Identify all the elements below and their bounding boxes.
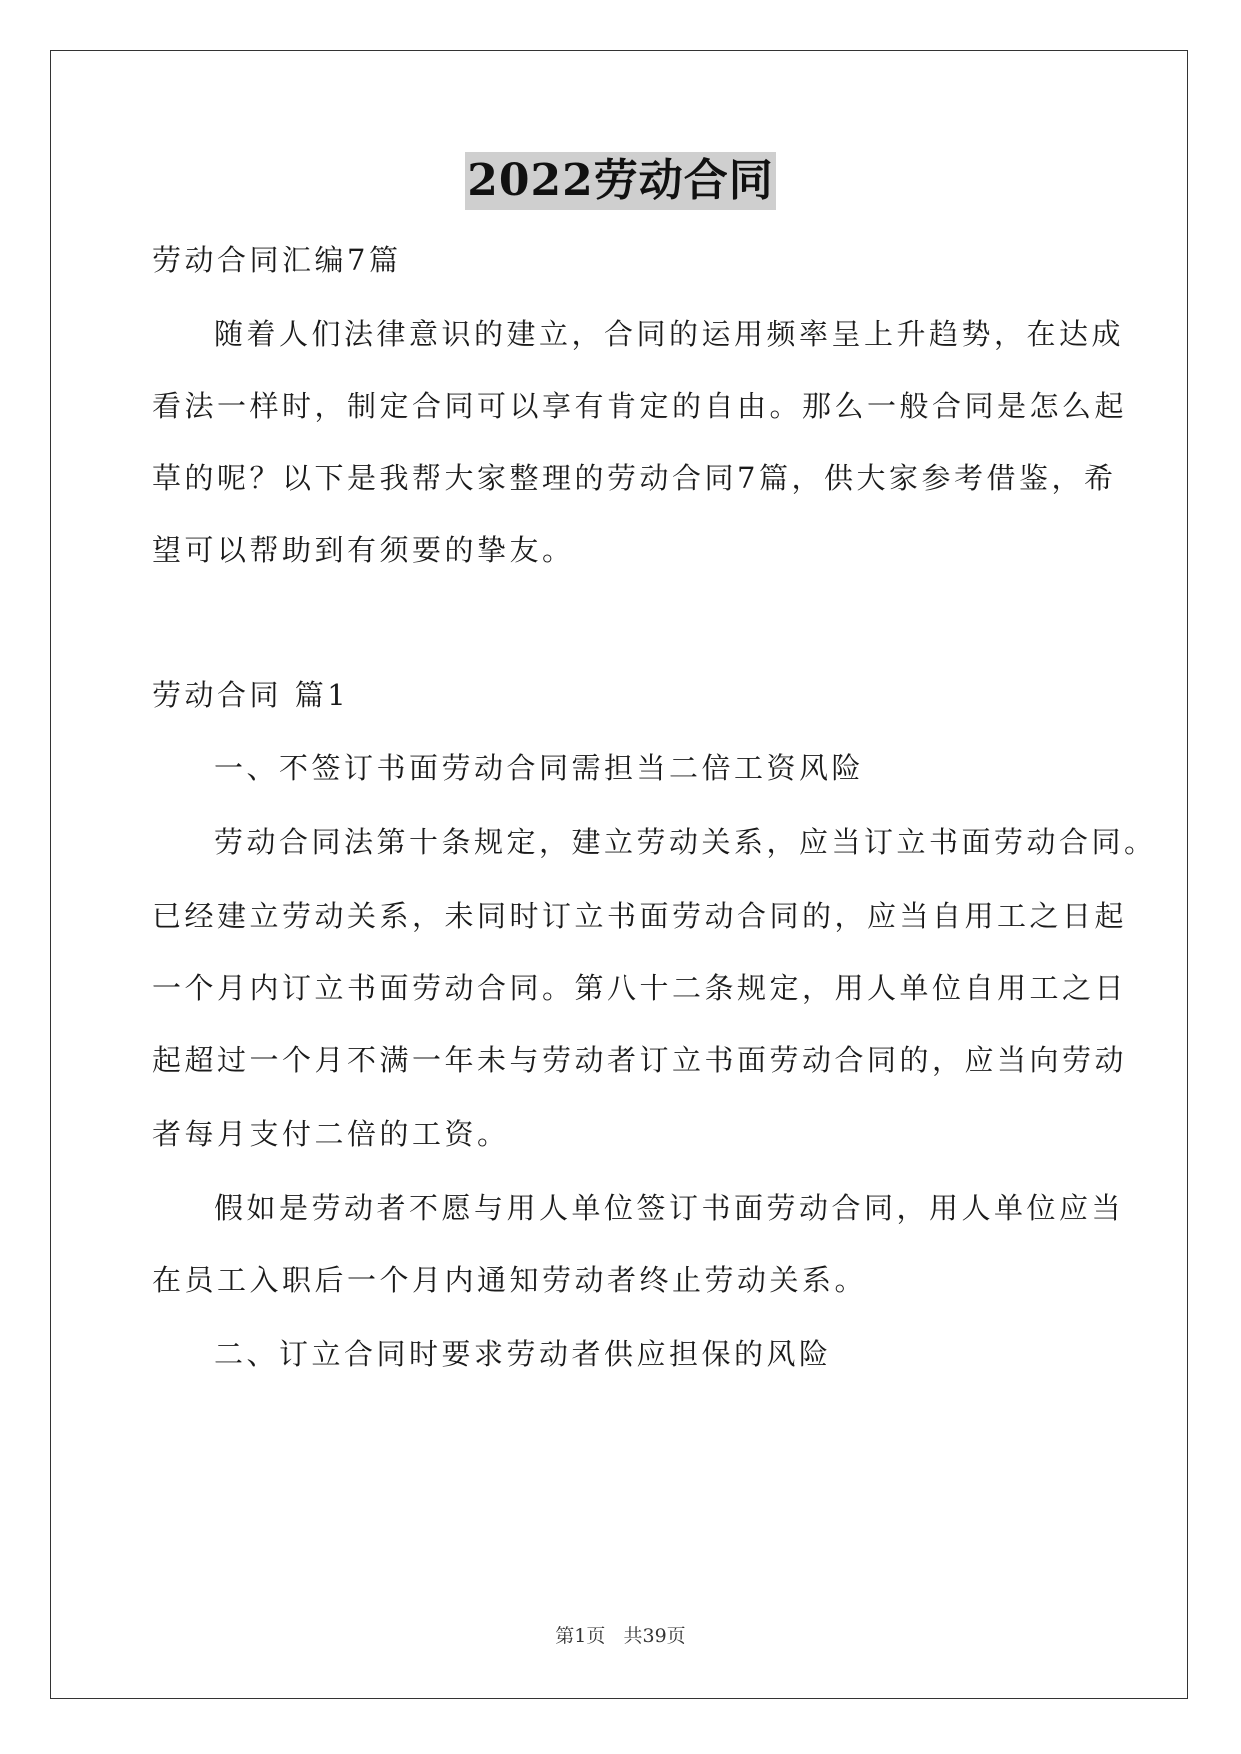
intro-paragraph-line: 望可以帮助到有须要的挚友。 [152,533,575,567]
clause-heading: 二、订立合同时要求劳动者供应担保的风险 [214,1337,832,1371]
body-paragraph-line: 在员工入职后一个月内通知劳动者终止劳动关系。 [152,1263,868,1297]
intro-paragraph-line: 草的呢？以下是我帮大家整理的劳动合同7篇，供大家参考借鉴，希 [152,461,1117,495]
body-paragraph-line: 起超过一个月不满一年未与劳动者订立书面劳动合同的，应当向劳动 [152,1043,1128,1077]
document-title [0,152,1241,210]
body-paragraph-line: 一个月内订立书面劳动合同。第八十二条规定，用人单位自用工之日 [152,971,1128,1005]
intro-paragraph-line: 随着人们法律意识的建立，合同的运用频率呈上升趋势，在达成 [214,317,1125,351]
body-paragraph-line: 已经建立劳动关系，未同时订立书面劳动合同的，应当自用工之日起 [152,899,1128,933]
body-paragraph-line: 劳动合同法第十条规定，建立劳动关系，应当订立书面劳动合同。 [214,825,1157,859]
body-paragraph-line: 者每月支付二倍的工资。 [152,1117,510,1151]
document-subtitle: 劳动合同汇编7篇 [152,243,402,277]
body-paragraph-line: 假如是劳动者不愿与用人单位签订书面劳动合同，用人单位应当 [214,1191,1125,1225]
clause-heading: 一、不签订书面劳动合同需担当二倍工资风险 [214,751,865,785]
page-number: 第1页 共39页 [555,1625,686,1647]
section-heading: 劳动合同 篇1 [152,678,350,712]
intro-paragraph-line: 看法一样时，制定合同可以享有肯定的自由。那么一般合同是怎么起 [152,389,1128,423]
page-border [50,50,1188,1699]
document-title-text: 2022劳动合同 [465,152,775,210]
